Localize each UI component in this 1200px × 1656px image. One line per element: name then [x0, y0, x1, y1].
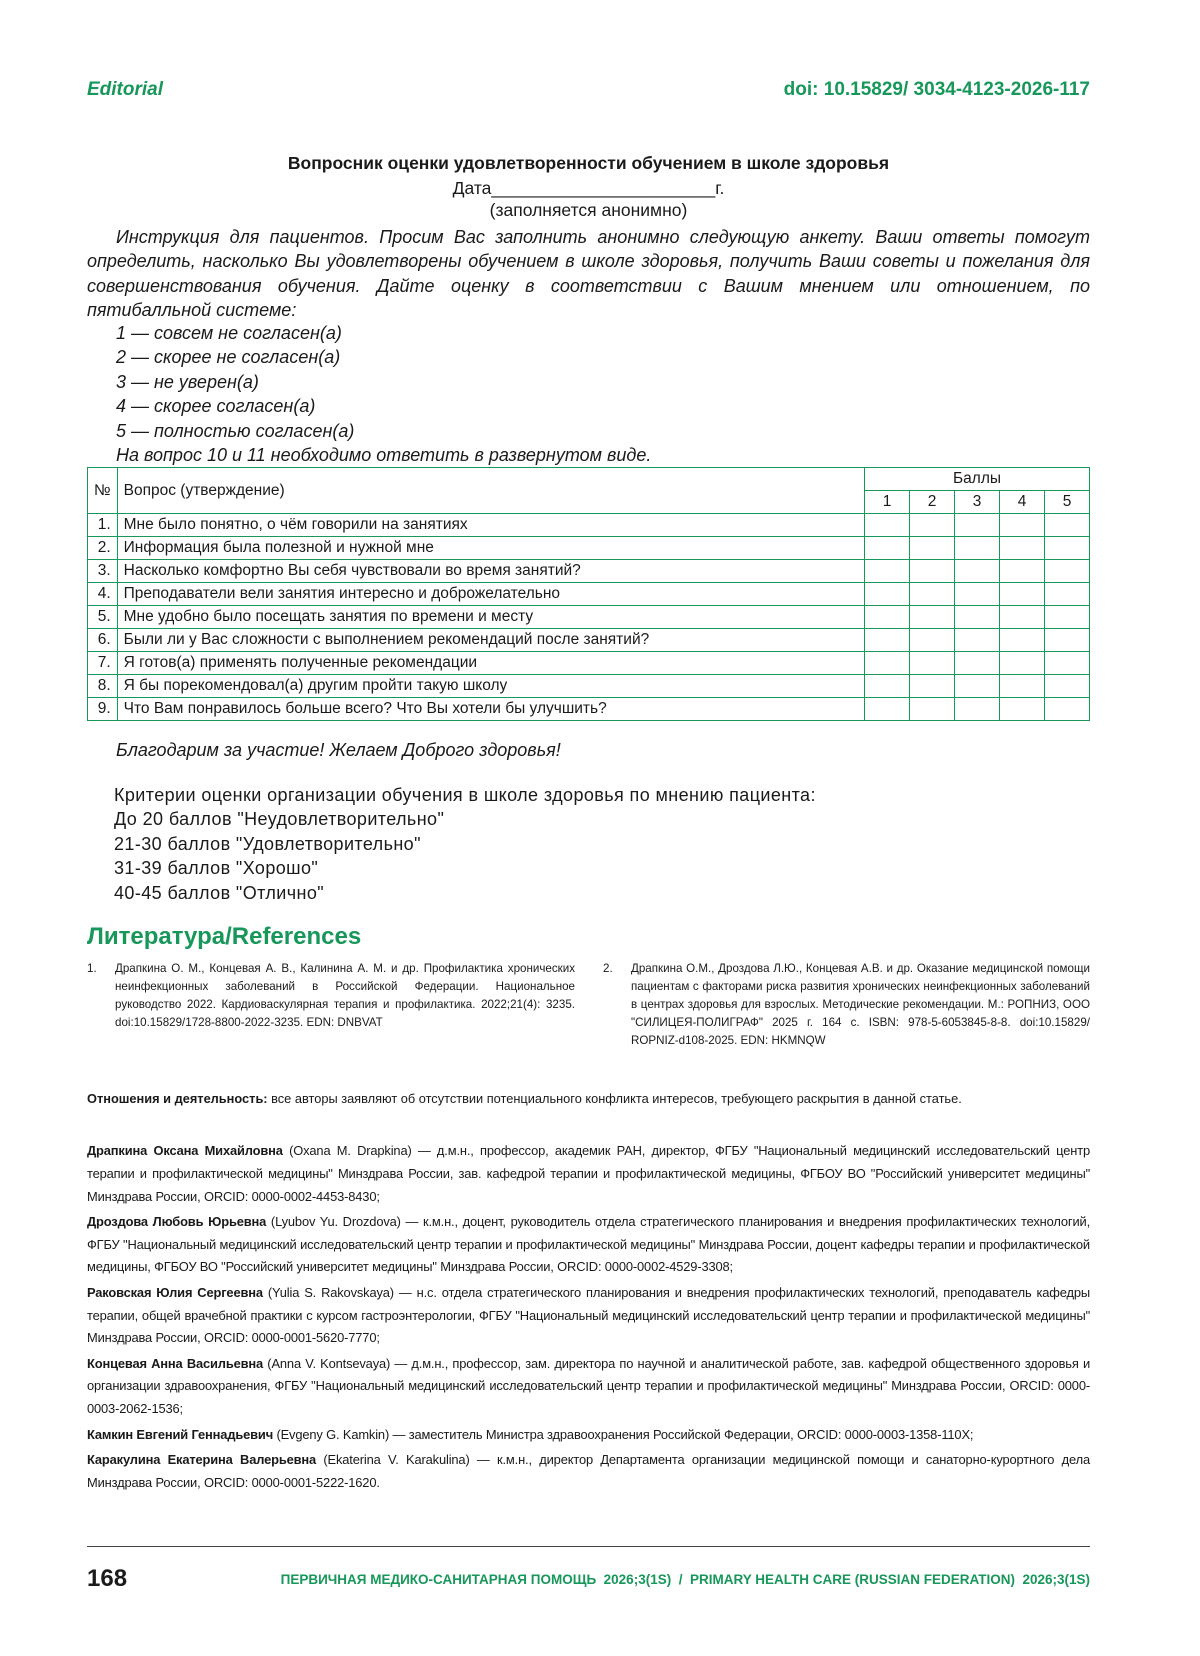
- criteria-title: Критерии оценки организации обучения в школе здоровья по мнению пациента:: [114, 785, 816, 805]
- score-cell[interactable]: [865, 698, 910, 721]
- score-cell[interactable]: [910, 560, 955, 583]
- page-number: 168: [87, 1565, 128, 1592]
- author-name: Камкин Евгений Геннадьевич: [87, 1426, 274, 1442]
- conflict-label: Отношения и деятельность:: [87, 1091, 268, 1106]
- col-scores: Баллы: [865, 468, 1090, 491]
- score-cell[interactable]: [910, 583, 955, 606]
- row-question: Я готов(а) применять полученные рекомендации: [117, 652, 864, 675]
- questionnaire-title: Вопросник оценки удовлетворенности обучением в школе здоровья: [287, 153, 890, 173]
- author-details: (Lyubov Yu. Drozdova) — к.м.н., доцент, руководитель отдела стратегического планирования и внедрения профилактических технологий, ФГБУ "Национальный медицинский исследовательский центр терапии и профилактической медицины" Минздрава России, доцент кафедры терапии и профилактической медицины, ФГБОУ ВО "Российский университет медицины" Минздрава России, ORCID: 0000-0002-4529-3308;: [87, 1213, 1090, 1275]
- score-cell[interactable]: [1000, 629, 1045, 652]
- reference-number: 1.: [87, 962, 97, 975]
- author-name: Концевая Анна Васильевна: [87, 1355, 264, 1371]
- score-cell[interactable]: [910, 652, 955, 675]
- score-cell[interactable]: [1000, 560, 1045, 583]
- score-cell[interactable]: [955, 675, 1000, 698]
- scale-item: 2 — скорее не согласен(а): [116, 347, 341, 368]
- score-cell[interactable]: [955, 698, 1000, 721]
- row-number: 5.: [88, 606, 118, 629]
- table-row: [88, 606, 1090, 629]
- table-row: [88, 629, 1090, 652]
- journal-footer: ПЕРВИЧНАЯ МЕДИКО-САНИТАРНАЯ ПОМОЩЬ 2026;3(1S) / PRIMARY HEALTH CARE (RUSSIAN FEDERATION) 2026;3(1S): [280, 1572, 1090, 1587]
- criteria: [114, 783, 816, 905]
- author-details: (Ekaterina V. Karakulina) — к.м.н., директор Департамента организации медицинской помощи и санаторно-курортного дела Минздрава России, ORCID: 0000-0001-5222-1620.: [87, 1451, 1090, 1490]
- score-header: 3: [955, 491, 1000, 514]
- author-entry: [87, 1282, 1090, 1350]
- score-cell[interactable]: [955, 560, 1000, 583]
- author-details: (Anna V. Kontsevaya) — д.м.н., профессор, зам. директора по научной и аналитической работе, зав. кафедрой общественного здоровья и организации здравоохранения, ФГБУ "Национальный медицинский исследовательский центр терапии и профилактической медицины" Минздрава России, ORCID: 0000-0003-2062-1536;: [87, 1355, 1091, 1417]
- score-cell[interactable]: [865, 583, 910, 606]
- score-cell[interactable]: [910, 629, 955, 652]
- score-cell[interactable]: [1045, 560, 1090, 583]
- score-cell[interactable]: [955, 629, 1000, 652]
- doi: doi: 10.15829/ 3034-4123-2026-117: [783, 79, 1090, 100]
- row-question: Что Вам понравилось больше всего? Что Вы хотели бы улучшить?: [117, 698, 864, 721]
- score-cell[interactable]: [955, 537, 1000, 560]
- table-row: [88, 560, 1090, 583]
- row-number: 2.: [88, 537, 118, 560]
- score-cell[interactable]: [910, 537, 955, 560]
- score-cell[interactable]: [1045, 698, 1090, 721]
- score-cell[interactable]: [865, 537, 910, 560]
- score-cell[interactable]: [1000, 698, 1045, 721]
- date-line: Дата_______________________г.: [452, 178, 725, 198]
- score-cell[interactable]: [1000, 537, 1045, 560]
- score-cell[interactable]: [1000, 583, 1045, 606]
- row-question: Мне было понятно, о чём говорили на занятиях: [117, 514, 864, 537]
- scale-item: 4 — скорее согласен(а): [116, 396, 316, 417]
- row-question: Были ли у Вас сложности с выполнением рекомендаций после занятий?: [117, 629, 864, 652]
- anonymous-note: (заполняется анонимно): [489, 200, 688, 220]
- score-cell[interactable]: [1045, 537, 1090, 560]
- score-cell[interactable]: [955, 514, 1000, 537]
- scale-item: 5 — полностью согласен(а): [116, 420, 355, 441]
- reference-text: Драпкина О.М., Дроздова Л.Ю., Концевая А.В. и др. Оказание медицинской помощи пациентам с факторами риска развития хронических неинфекционных заболеваний в центрах здоровья для взрослых. Методические рекомендации. М.: РОПНИЗ, ООО "СИЛИЦЕЯ-ПОЛИГРАФ" 2025 г. 164 с. ISBN: 978-5-6053845-8-8. doi:10.15829/ ROPNIZ-d108-2025. EDN: HKMNQW: [631, 962, 1090, 1047]
- row-number: 8.: [88, 675, 118, 698]
- author-name: Каракулина Екатерина Валерьевна: [87, 1451, 317, 1467]
- row-number: 7.: [88, 652, 118, 675]
- author-entry: [87, 1140, 1090, 1208]
- instruction: Инструкция для пациентов. Просим Вас заполнить анонимно следующую анкету. Ваши ответы помогут определить, насколько Вы удовлетворены обучением в школе здоровья, получить Ваши советы и пожелания для совершенствования обучения. Дайте оценку в соответствии с Вашим мнением или отношением, по пятибалльной системе:: [87, 227, 1090, 321]
- score-cell[interactable]: [865, 652, 910, 675]
- score-cell[interactable]: [955, 606, 1000, 629]
- score-cell[interactable]: [1000, 606, 1045, 629]
- author-name: Раковская Юлия Сергеевна: [87, 1284, 263, 1300]
- table-row: [88, 652, 1090, 675]
- author-details: (Yulia S. Rakovskaya) — н.с. отдела стратегического планирования и внедрения профилактических технологий, преподаватель кафедры терапии, общей врачебной практики с курсом гастроэнтерологии, ФГБУ "Национальный медицинский исследовательский центр терапии и профилактической медицины" Минздрава России, ORCID: 0000-0001-5620-7770;: [87, 1284, 1090, 1346]
- col-question: Вопрос (утверждение): [117, 468, 864, 514]
- criteria-item: 31-39 баллов "Хорошо": [114, 858, 319, 879]
- score-cell[interactable]: [1045, 629, 1090, 652]
- score-cell[interactable]: [1045, 514, 1090, 537]
- thanks-note: Благодарим за участие! Желаем Доброго здоровья!: [116, 740, 561, 760]
- reference-item: [603, 960, 1090, 1050]
- author-entry: [87, 1353, 1090, 1421]
- scale-list: [116, 321, 651, 467]
- score-cell[interactable]: [910, 514, 955, 537]
- score-cell[interactable]: [1000, 675, 1045, 698]
- author-details: (Oxana M. Drapkina) — д.м.н., профессор, академик РАН, директор, ФГБУ "Национальный медицинский исследовательский центр терапии и профилактической медицины" Минздрава России, зав. кафедрой терапии и профилактической медицины, ФГБОУ ВО "Российский университет медицины" Минздрава России, ORCID: 0000-0002-4453-8430;: [87, 1143, 1090, 1204]
- score-cell[interactable]: [865, 606, 910, 629]
- table-row: [88, 514, 1090, 537]
- criteria-item: 21-30 баллов "Удовлетворительно": [114, 833, 421, 854]
- questionnaire-table: [87, 467, 1090, 721]
- reference-text: Драпкина О. М., Концевая А. В., Калинина А. М. и др. Профилактика хронических неинфекционных заболеваний в Российской Федерации. Национальное руководство 2022. Кардиоваскулярная терапия и профилактика. 2022;21(4): 3235. doi:10.15829/1728-8800-2022-3235. EDN: DNBVAT: [115, 962, 575, 1029]
- row-number: 4.: [88, 583, 118, 606]
- score-cell[interactable]: [910, 675, 955, 698]
- score-cell[interactable]: [865, 560, 910, 583]
- score-cell[interactable]: [910, 606, 955, 629]
- criteria-item: До 20 баллов "Неудовлетворительно": [114, 809, 445, 830]
- author-entry: [87, 1424, 1090, 1447]
- author-name: Дроздова Любовь Юрьевна: [87, 1213, 267, 1229]
- author-name: Драпкина Оксана Михайловна: [87, 1143, 283, 1158]
- score-cell[interactable]: [1000, 514, 1045, 537]
- reference-number: 2.: [603, 962, 613, 975]
- section-label: Editorial: [87, 79, 164, 100]
- score-cell[interactable]: [955, 652, 1000, 675]
- author-entry: [87, 1211, 1090, 1279]
- table-row: [88, 583, 1090, 606]
- row-question: Насколько комфортно Вы себя чувствовали во время занятий?: [117, 560, 864, 583]
- reference-item: [87, 960, 575, 1032]
- col-num: №: [88, 468, 118, 514]
- score-cell[interactable]: [1045, 675, 1090, 698]
- score-cell[interactable]: [1045, 652, 1090, 675]
- row-question: Мне удобно было посещать занятия по времени и месту: [117, 606, 864, 629]
- author-entry: [87, 1449, 1090, 1495]
- table-row: [88, 675, 1090, 698]
- row-question: Я бы порекомендовал(а) другим пройти такую школу: [117, 675, 864, 698]
- conflict-statement: [87, 1091, 1090, 1106]
- score-cell[interactable]: [865, 675, 910, 698]
- table-row: [88, 537, 1090, 560]
- score-header: 5: [1045, 491, 1090, 514]
- author-list: [87, 1140, 1090, 1497]
- score-header: 1: [865, 491, 910, 514]
- score-header: 4: [1000, 491, 1045, 514]
- row-question: Преподаватели вели занятия интересно и доброжелательно: [117, 583, 864, 606]
- scale-item: 1 — совсем не согласен(а): [116, 323, 342, 343]
- scale-item: 3 — не уверен(а): [116, 371, 259, 392]
- row-number: 1.: [88, 514, 118, 537]
- score-cell[interactable]: [1000, 652, 1045, 675]
- row-question: Информация была полезной и нужной мне: [117, 537, 864, 560]
- conflict-text: все авторы заявляют об отсутствии потенциального конфликта интересов, требующего раскрытия в данной статье.: [267, 1091, 962, 1106]
- scale-note: На вопрос 10 и 11 необходимо ответить в развернутом виде.: [116, 445, 652, 466]
- footer-divider: [87, 1546, 1090, 1547]
- score-cell[interactable]: [865, 629, 910, 652]
- references-title: Литература/References: [87, 923, 362, 950]
- row-number: 6.: [88, 629, 118, 652]
- score-cell[interactable]: [1045, 583, 1090, 606]
- score-cell[interactable]: [1045, 606, 1090, 629]
- criteria-item: 40-45 баллов "Отлично": [114, 882, 325, 903]
- table-row: [88, 698, 1090, 721]
- row-number: 3.: [88, 560, 118, 583]
- score-cell[interactable]: [955, 583, 1000, 606]
- score-cell[interactable]: [910, 698, 955, 721]
- score-cell[interactable]: [865, 514, 910, 537]
- score-header: 2: [910, 491, 955, 514]
- author-details: (Evgeny G. Kamkin) — заместитель Министра здравоохранения Российской Федерации, ORCID: 0000-0003-1358-110X;: [273, 1426, 974, 1442]
- row-number: 9.: [88, 698, 118, 721]
